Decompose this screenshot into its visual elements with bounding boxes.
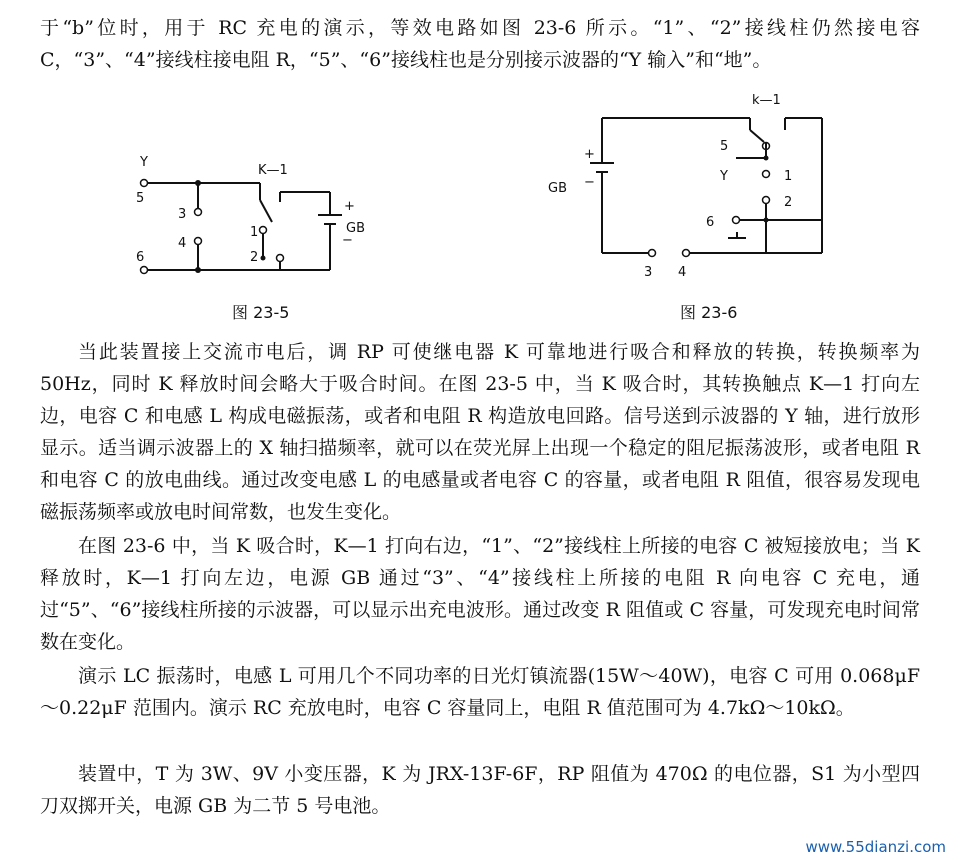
- caption-figure-23-6: 图 23-6: [680, 303, 738, 322]
- watermark: www.55dianzi.com: [805, 838, 946, 856]
- svg-text:K—1: K—1: [258, 163, 288, 178]
- svg-text:−: −: [342, 233, 353, 248]
- terminal-3: [649, 250, 656, 257]
- terminal-4: [683, 250, 690, 257]
- svg-text:6: 6: [706, 215, 715, 230]
- terminal-4: [195, 238, 202, 245]
- svg-text:1: 1: [250, 225, 259, 240]
- svg-text:2: 2: [250, 250, 259, 265]
- paragraph-intro: 于“b”位时，用于 RC 充电的演示，等效电路如图 23-6 所示。“1”、“2”接线柱仍然接电容 C，“3”、“4”接线柱接电阻 R，“5”、“6”接线柱也是分别接示波器的“Y 输入”和“地”。: [40, 17, 920, 71]
- svg-text:GB: GB: [346, 221, 365, 236]
- paragraph-device-parts: 装置中，T 为 3W、9V 小变压器，K 为 JRX-13F-6F，RP 阻值为 470Ω 的电位器，S1 为小型四刀双掷开关，电源 GB 为二节 5 号电池。: [40, 763, 920, 817]
- svg-text:6: 6: [136, 250, 145, 265]
- figure-23-5-circuit: [120, 150, 380, 290]
- svg-text:+: +: [584, 147, 595, 162]
- terminal-6: [141, 267, 148, 274]
- terminal-5: [141, 180, 148, 187]
- svg-text:3: 3: [178, 207, 187, 222]
- svg-text:Y: Y: [140, 155, 148, 170]
- terminal-3: [195, 209, 202, 216]
- figure-23-6-circuit: [540, 88, 840, 288]
- svg-text:−: −: [584, 175, 595, 190]
- svg-text:5: 5: [720, 139, 729, 154]
- svg-text:Y: Y: [720, 169, 728, 184]
- svg-text:GB: GB: [548, 181, 567, 196]
- svg-text:5: 5: [136, 191, 145, 206]
- paragraph-component-values: 演示 LC 振荡时，电感 L 可用几个不同功率的日光灯镇流器(15W～40W)，电容 C 可用 0.068μF～0.22μF 范围内。演示 RC 充放电时，电容 C 容量同上，电阻 R 值范围可为 4.7kΩ～10kΩ。: [40, 665, 920, 719]
- svg-text:3: 3: [644, 265, 653, 280]
- svg-text:4: 4: [678, 265, 687, 280]
- paragraph-figure-23-6-charging: 在图 23-6 中，当 K 吸合时，K—1 打向右边，“1”、“2”接线柱上所接的电容 C 被短接放电；当 K 释放时，K—1 打向左边，电源 GB 通过“3”、“4”接线柱上所接的电阻 R 向电容 C 充电，通过“5”、“6”接线柱所接的示波器，可以显示出充电波形。通过改变 R 阻值或 C 容量，可发现充电时间常数在变化。: [40, 535, 920, 653]
- paragraph-relay-operation: 当此装置接上交流市电后，调 RP 可使继电器 K 可靠地进行吸合和释放的转换，转换频率为 50Hz，同时 K 释放时间会略大于吸合时间。在图 23-5 中，当 K 吸合时，其转换触点 K—1 打向左边，电容 C 和电感 L 构成电磁振荡，或者和电阻 R 构造放电回路。信号送到示波器的 Y 轴，进行放形显示。适当调示波器上的 X 轴扫描频率，就可以在荧光屏上出现一个稳定的阻尼振荡波形，或者电阻 R 和电容 C 的放电曲线。通过改变电感 L 的电感量或者电容 C 的容量，或者电阻 R 阻值，很容易发现电磁振荡频率或放电时间常数，也发生变化。: [40, 341, 920, 523]
- svg-text:1: 1: [784, 169, 793, 184]
- svg-text:2: 2: [784, 195, 793, 210]
- svg-text:k—1: k—1: [752, 93, 781, 108]
- svg-text:4: 4: [178, 236, 187, 251]
- svg-text:+: +: [344, 199, 355, 214]
- caption-figure-23-5: 图 23-5: [232, 303, 290, 322]
